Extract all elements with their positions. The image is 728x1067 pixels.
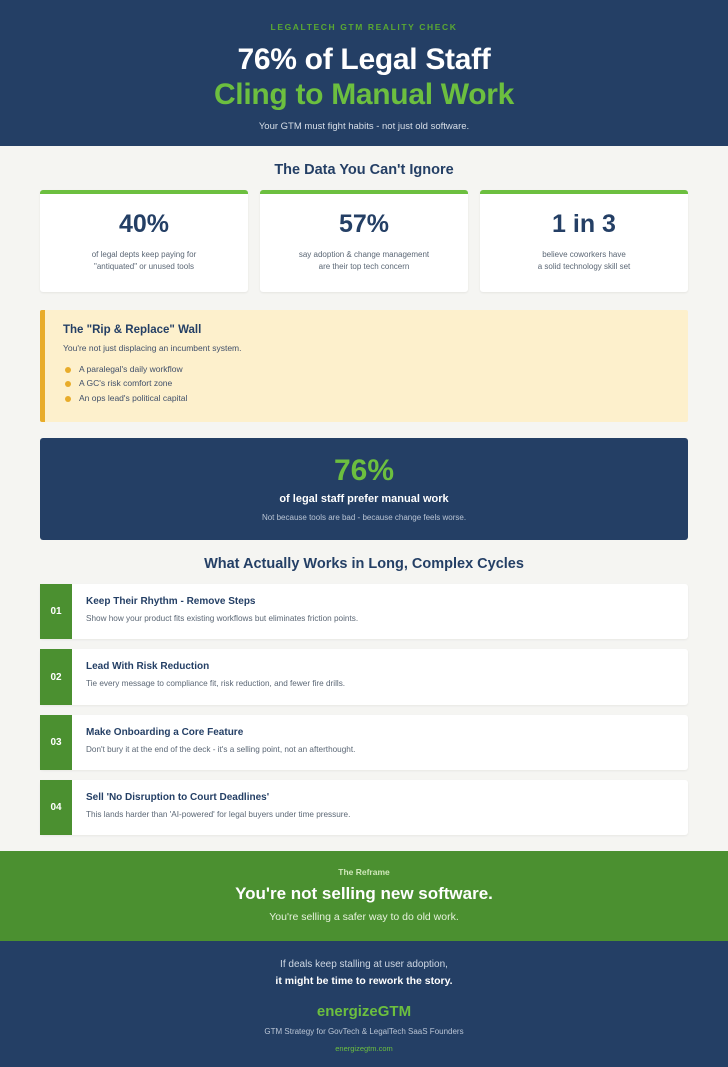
hero-subtitle: Your GTM must fight habits - not just old software. (258, 120, 470, 132)
stat-card (40, 190, 248, 292)
step-number: 04 (40, 780, 72, 835)
hero-title-line-2: Cling to Manual Work (213, 78, 515, 112)
step-description: Tie every message to compliance fit, risk reduction, and fewer fire drills. (86, 679, 346, 689)
step-number: 01 (40, 584, 72, 639)
hero-title-line-1: 76% of Legal Staff (237, 43, 491, 76)
footer-line-1: If deals keep stalling at user adoption, (280, 959, 448, 971)
reframe-subtitle: You're selling a safer way to do old work. (269, 911, 459, 924)
step-title: Lead With Risk Reduction (86, 661, 210, 673)
banner-stat-note: Not because tools are bad - because change feels worse. (261, 513, 467, 523)
stat-description (270, 249, 458, 274)
stat-description-line: a solid technology skill set (537, 262, 631, 272)
hero-eyebrow: LEGALTECH GTM REALITY CHECK (270, 22, 458, 32)
step-item (40, 584, 688, 639)
step-title: Make Onboarding a Core Feature (86, 726, 244, 738)
step-body (72, 649, 359, 704)
footer-line-2: it might be time to rework the story. (275, 975, 453, 988)
footer-section (0, 941, 728, 1067)
reframe-section (0, 851, 728, 941)
callout-title: The "Rip & Replace" Wall (63, 323, 202, 336)
step-item (40, 715, 688, 770)
step-body (72, 584, 372, 639)
step-number: 03 (40, 715, 72, 770)
step-body (72, 715, 369, 770)
stat-description-line: "antiquated" or unused tools (94, 262, 194, 272)
banner-stat-value: 76% (333, 454, 395, 488)
stat-description (50, 249, 238, 274)
step-title: Keep Their Rhythm - Remove Steps (86, 596, 256, 608)
step-description: This lands harder than 'AI-powered' for legal buyers under time pressure. (86, 810, 351, 820)
rip-and-replace-callout (40, 310, 688, 423)
callout-subtitle: You're not just displacing an incumbent system. (63, 342, 242, 353)
step-item (40, 780, 688, 835)
step-title: Sell 'No Disruption to Court Deadlines' (86, 792, 270, 804)
stat-value: 1 in 3 (552, 209, 616, 238)
stat-card (260, 190, 468, 292)
stat-card-group (0, 190, 728, 292)
callout-list (63, 362, 670, 407)
step-description: Don't bury it at the end of the deck - it's a selling point, not an afterthought. (86, 744, 356, 754)
step-description: Show how your product fits existing workflows but eliminates friction points. (86, 614, 359, 624)
banner-stat-label: of legal staff prefer manual work (279, 493, 449, 506)
stat-description-line: say adoption & change management (298, 249, 430, 259)
steps-section-heading: What Actually Works in Long, Complex Cycles (204, 556, 524, 573)
stat-value: 57% (338, 209, 390, 238)
headline-stat-banner (40, 438, 688, 540)
reframe-eyebrow: The Reframe (338, 867, 390, 878)
step-item (40, 649, 688, 704)
reframe-title: You're not selling new software. (235, 884, 493, 904)
stat-value: 40% (118, 209, 170, 238)
stat-description-line: believe coworkers have (542, 249, 626, 259)
step-number: 02 (40, 649, 72, 704)
callout-list-item: A paralegal's daily workflow (63, 362, 670, 377)
steps-list (0, 584, 728, 845)
brand-url[interactable]: energizegtm.com (335, 1044, 393, 1054)
brand-logo: energizeGTM (316, 1003, 412, 1021)
stat-description-line: are their top tech concern (318, 262, 410, 272)
hero-section (0, 0, 728, 146)
callout-list-item: A GC's risk comfort zone (63, 376, 670, 391)
callout-list-item: An ops lead's political capital (63, 391, 670, 406)
stat-card (480, 190, 688, 292)
step-body (72, 780, 364, 835)
brand-tagline: GTM Strategy for GovTech & LegalTech SaaS Founders (264, 1027, 464, 1037)
stat-description (490, 249, 678, 274)
data-section-heading: The Data You Can't Ignore (274, 161, 454, 178)
stat-description-line: of legal depts keep paying for (91, 249, 197, 259)
